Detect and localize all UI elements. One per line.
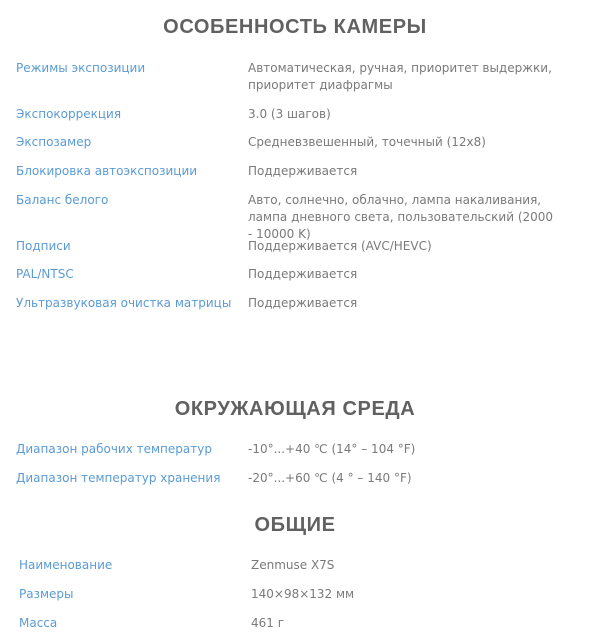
spec-value: Авто, солнечно, облачно, лампа накаливания, лампа дневного света, пользовательский (2000 - 10000 K)	[248, 193, 554, 241]
spec-label: Ультразвуковая очистка матрицы	[16, 296, 232, 310]
section-title-environment: ОКРУЖАЮЩАЯ СРЕДА	[174, 398, 416, 420]
section-title-camera-features: ОСОБЕННОСТЬ КАМЕРЫ	[163, 16, 427, 38]
spec-label: Диапазон температур хранения	[16, 471, 221, 485]
spec-value: 461 г	[251, 616, 285, 630]
section-title-general: ОБЩИЕ	[254, 514, 336, 536]
spec-value: 140×98×132 мм	[251, 587, 355, 601]
spec-label: Блокировка автоэкспозиции	[16, 164, 198, 178]
spec-value: 3.0 (3 шагов)	[248, 107, 331, 121]
spec-label: Баланс белого	[16, 193, 109, 207]
spec-label: PAL/NTSC	[16, 267, 74, 281]
spec-value: -10°...+40 ℃ (14° – 104 °F)	[248, 442, 416, 456]
spec-value: Поддерживается (AVC/HEVC)	[248, 239, 432, 253]
spec-label: Экспокоррекция	[16, 107, 122, 121]
spec-label: Масса	[19, 616, 58, 630]
spec-value: Средневзвешенный, точечный (12x8)	[248, 135, 486, 149]
spec-value: Поддерживается	[248, 164, 358, 178]
spec-value: -20°...+60 ℃ (4 ° – 140 °F)	[248, 471, 412, 485]
spec-value: Zenmuse X7S	[251, 558, 335, 572]
spec-label: Подписи	[16, 239, 71, 253]
spec-value: Поддерживается	[248, 296, 358, 310]
spec-label: Диапазон рабочих температур	[16, 442, 212, 456]
spec-value: Автоматическая, ручная, приоритет выдержки, приоритет диафрагмы	[248, 61, 552, 92]
spec-value: Поддерживается	[248, 267, 358, 281]
spec-label: Размеры	[19, 587, 74, 601]
spec-label: Наименование	[19, 558, 113, 572]
spec-label: Режимы экспозиции	[16, 61, 146, 75]
spec-label: Экспозамер	[16, 135, 92, 149]
